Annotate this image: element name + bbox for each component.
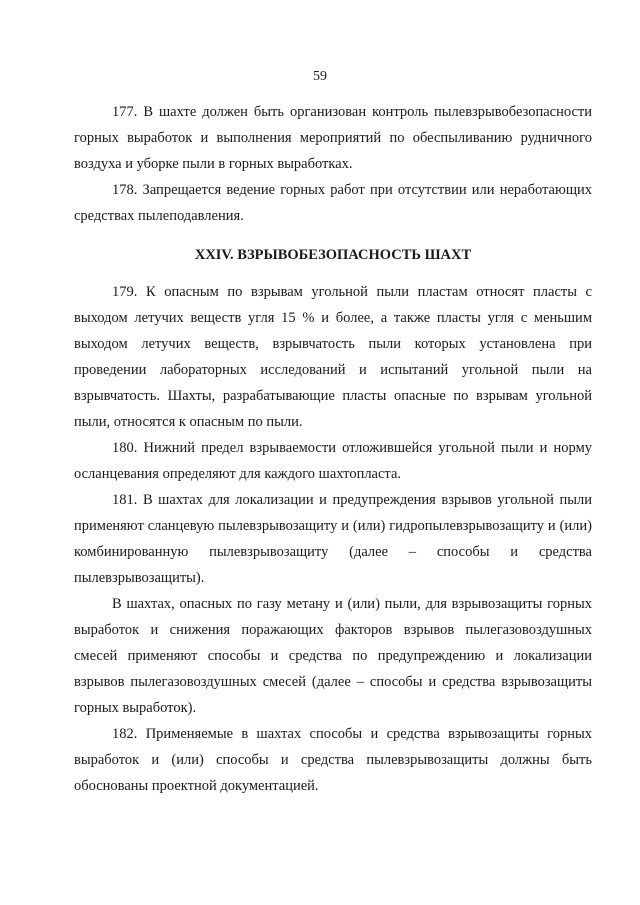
- paragraph-179: 179. К опасным по взрывам угольной пыли пластам относят пласты с выходом летучих веществ угля 15 % и более, а также пласты угля с меньшим выходом летучих веществ, взрывчатость пыли которых установлена при проведении лабораторных исследований и испытаний угольной пыли на взрывчатость. Шахты, разрабатывающие пласты опасные по взрывам угольной пыли, относятся к опасным по пыли.: [74, 284, 592, 430]
- paragraph-181-continuation: В шахтах, опасных по газу метану и (или) пыли, для взрывозащиты горных выработок и снижения поражающих факторов взрывов пылегазовоздушных смесей применяют способы и средства по предупреждению и локализации взрывов пылегазовоздушных смесей (далее – способы и средства взрывозащиты горных выработок).: [74, 596, 592, 716]
- paragraph-181: 181. В шахтах для локализации и предупреждения взрывов угольной пыли применяют сланцевую пылевзрывозащиту и (или) гидропылевзрывозащиту и (или) комбинированную пылевзрывозащиту (далее – способы и средства пылевзрывозащиты).: [74, 492, 592, 586]
- paragraph-177: 177. В шахте должен быть организован контроль пылевзрывобезопасности горных выработок и выполнения мероприятий по обеспыливанию рудничного воздуха и уборке пыли в горных выработках.: [74, 104, 592, 172]
- paragraph-180: 180. Нижний предел взрываемости отложившейся угольной пыли и норму осланцевания определяют для каждого шахтопласта.: [74, 440, 592, 482]
- document-body: [74, 99, 592, 799]
- paragraph-182: 182. Применяемые в шахтах способы и средства взрывозащиты горных выработок и (или) способы и средства пылевзрывозащиты должны быть обоснованы проектной документацией.: [74, 726, 592, 794]
- section-heading: XXIV. ВЗРЫВОБЕЗОПАСНОСТЬ ШАХТ: [194, 247, 472, 263]
- page-number: 59: [313, 69, 327, 84]
- paragraph-178: 178. Запрещается ведение горных работ при отсутствии или неработающих средствах пылеподавления.: [74, 182, 592, 224]
